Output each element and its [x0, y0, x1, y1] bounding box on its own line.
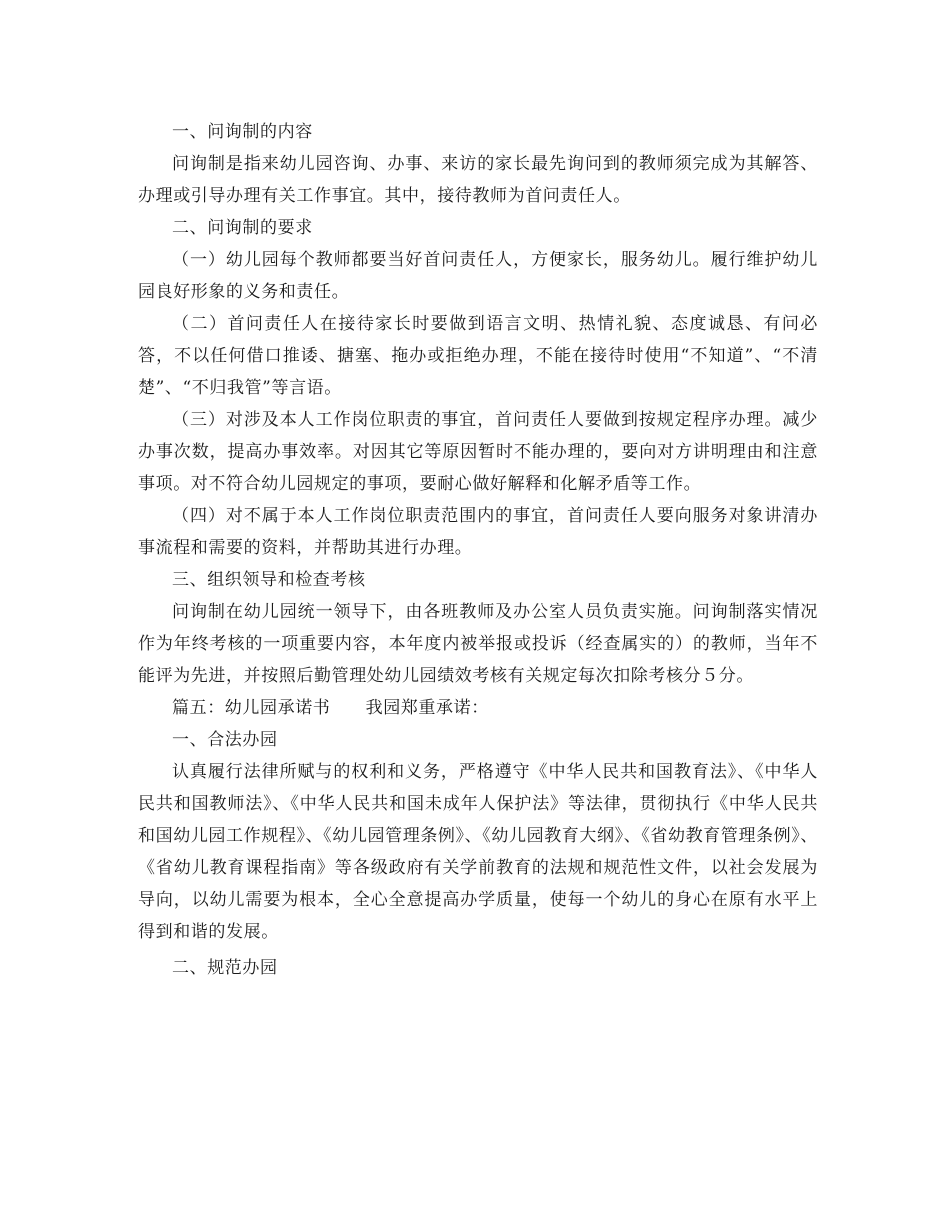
paragraph-requirement-1: （一）幼儿园每个教师都要当好首问责任人，方便家长，服务幼儿。履行维护幼儿园良好形象的义务和责任。	[138, 250, 818, 302]
section-heading-legal-operation: 一、合法办园	[172, 730, 278, 750]
paragraph-requirement-2: （二）首问责任人在接待家长时要做到语言文明、热情礼貌、态度诚恳、有问必答，不以任何借口推诿、搪塞、拖办或拒绝办理，不能在接待时使用“不知道”、“不清楚”、“不归我管”等言语。	[138, 314, 818, 398]
paragraph-inquiry-definition: 问询制是指来幼儿园咨询、办事、来访的家长最先询问到的教师须完成为其解答、办理或引导办理有关工作事宜。其中，接待教师为首问责任人。	[138, 154, 818, 206]
paragraph-legal-operation: 认真履行法律所赋与的权利和义务，严格遵守《中华人民共和国教育法》、《中华人民共和国教师法》、《中华人民共和国未成年人保护法》等法律，贯彻执行《中华人民共和国幼儿园工作规程》、《幼儿园管理条例》、《幼儿园教育大纲》、《省幼教育管理条例》、《省幼儿教育课程指南》等各级政府有关学前教育的法规和规范性文件，以社会发展为导向，以幼儿需要为根本，全心全意提高办学质量，使每一个幼儿的身心在原有水平上得到和谐的发展。	[138, 762, 818, 942]
section-heading-standard-operation: 二、规范办园	[172, 958, 278, 978]
section-heading-inquiry-content: 一、问询制的内容	[172, 122, 313, 142]
chapter-heading-commitment: 篇五：幼儿园承诺书 我园郑重承诺：	[172, 698, 489, 718]
paragraph-leadership-assessment: 问询制在幼儿园统一领导下，由各班教师及办公室人员负责实施。问询制落实情况作为年终考核的一项重要内容，本年度内被举报或投诉（经查属实的）的教师，当年不能评为先进，并按照后勤管理处幼儿园绩效考核有关规定每次扣除考核分５分。	[138, 602, 818, 686]
paragraph-requirement-4: （四）对不属于本人工作岗位职责范围内的事宜，首问责任人要向服务对象讲清办事流程和需要的资料，并帮助其进行办理。	[138, 506, 818, 558]
paragraph-requirement-3: （三）对涉及本人工作岗位职责的事宜，首问责任人要做到按规定程序办理。减少办事次数，提高办事效率。对因其它等原因暂时不能办理的，要向对方讲明理由和注意事项。对不符合幼儿园规定的事项，要耐心做好解释和化解矛盾等工作。	[138, 410, 818, 494]
section-heading-inquiry-requirements: 二、问询制的要求	[172, 218, 313, 238]
document-body	[138, 116, 818, 984]
section-heading-leadership-assessment: 三、组织领导和检查考核	[172, 570, 366, 590]
